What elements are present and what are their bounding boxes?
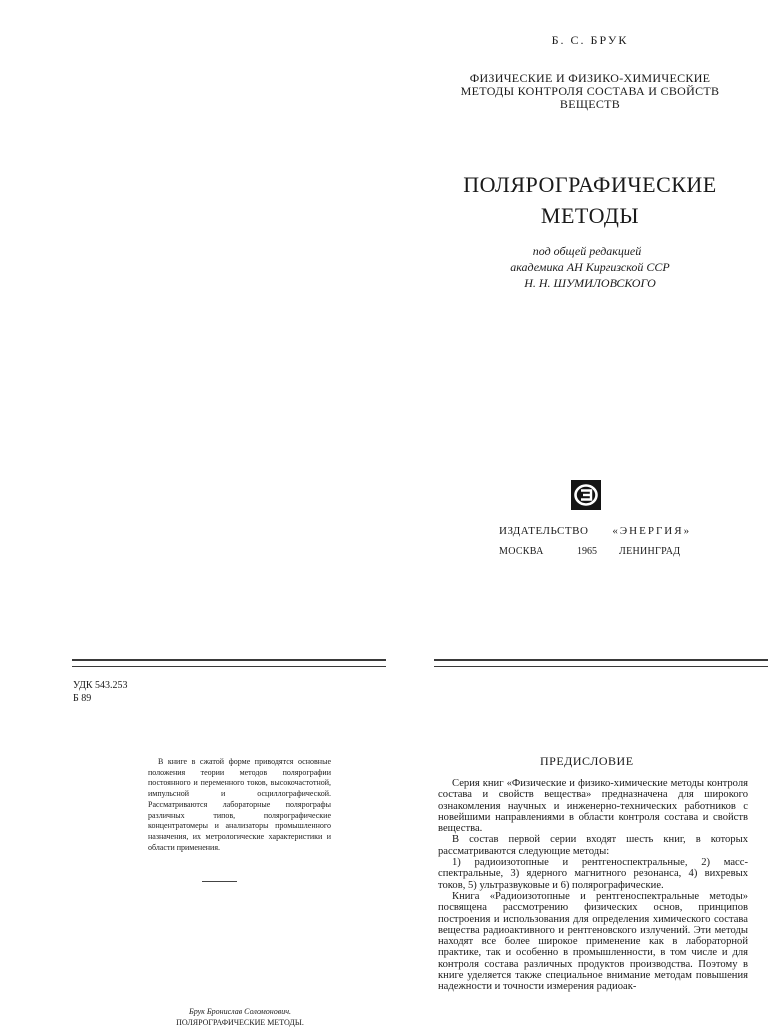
page-divider-rule bbox=[72, 659, 386, 667]
preface-paragraph: В состав первой серии входят шесть книг, в которых рассматриваются следующие методы: bbox=[438, 834, 748, 857]
preface-body bbox=[438, 778, 748, 993]
preface-heading: ПРЕДИСЛОВИЕ bbox=[540, 754, 634, 768]
imprint-city-leningrad: ЛЕНИНГРАД bbox=[619, 546, 681, 557]
bib-author: Брук Бронислав Соломонович. bbox=[188, 1007, 292, 1016]
imprint-line bbox=[499, 546, 699, 560]
series-title-line: ВЕЩЕСТВ bbox=[559, 97, 621, 111]
publisher-line bbox=[499, 525, 699, 537]
preface-paragraph: 1) радиоизотопные и рентгеноспектральные, 2) масс-спектральные, 3) ядерного магнитного резонанса, 4) вихревых токов, 5) ультразвуковые и 6) полярографические. bbox=[438, 857, 748, 891]
page-divider-rule bbox=[434, 659, 768, 667]
udc-classification bbox=[73, 679, 128, 705]
short-divider bbox=[202, 881, 237, 882]
udc-code: УДК 543.253 bbox=[73, 680, 128, 691]
publisher-label: ИЗДАТЕЛЬСТВО bbox=[499, 525, 589, 537]
book-title bbox=[430, 169, 750, 231]
bib-title: ПОЛЯРОГРАФИЧЕСКИЕ МЕТОДЫ. bbox=[176, 1018, 304, 1027]
editor-credit-line: академика АН Киргизской ССР bbox=[510, 260, 670, 274]
book-abstract: В книге в сжатой форме приводятся основные положения теории методов полярографии постоянного и переменного токов, высокочастотной, импульсной и осциллографической. Рассматриваются лабораторные полярографы различных типов, полярографические концентратомеры и анализаторы промышленного назначения, их метрологические характеристики и области применения. bbox=[148, 757, 331, 852]
publisher-emblem-icon bbox=[570, 479, 602, 511]
bibliographic-entry bbox=[150, 1006, 330, 1028]
editor-credit-line: под общей редакцией bbox=[532, 244, 642, 258]
author-name: Б. С. БРУК bbox=[551, 33, 629, 47]
editor-credit-line: Н. Н. ШУМИЛОВСКОГО bbox=[524, 276, 656, 290]
book-title-line: МЕТОДЫ bbox=[540, 203, 640, 228]
publisher-name: «ЭНЕРГИЯ» bbox=[612, 525, 692, 537]
series-title bbox=[440, 72, 740, 111]
imprint-year: 1965 bbox=[577, 546, 597, 557]
library-code: Б 89 bbox=[73, 693, 92, 704]
preface-paragraph: Серия книг «Физические и физико-химические методы контроля состава и свойств вещества» предназначена для широкого ознакомления научных и инженерно-технических работников с новейшими направлениями в области контроля состава и свойств вещества. bbox=[438, 778, 748, 835]
preface-paragraph: Книга «Радиоизотопные и рентгеноспектральные методы» посвящена рассмотрению физических основ, принципов построения и использования для определения химического состава вещества радиоактивного и рентгеновского излучений. Эти методы находят все более широкое применение как в лабораторной практике, так и особенно в промышленности, в том числе и для контроля состава различных продуктов производства. Поэтому в книге уделяется также специальное внимание методам повышения надежности и точности измерения радиоак- bbox=[438, 890, 748, 993]
editor-credit bbox=[455, 243, 725, 291]
book-title-line: ПОЛЯРОГРАФИЧЕСКИЕ bbox=[463, 172, 717, 197]
series-title-line: ФИЗИЧЕСКИЕ И ФИЗИКО-ХИМИЧЕСКИЕ bbox=[469, 71, 711, 85]
imprint-city-moscow: МОСКВА bbox=[499, 546, 544, 557]
series-title-line: МЕТОДЫ КОНТРОЛЯ СОСТАВА И СВОЙСТВ bbox=[460, 84, 720, 98]
